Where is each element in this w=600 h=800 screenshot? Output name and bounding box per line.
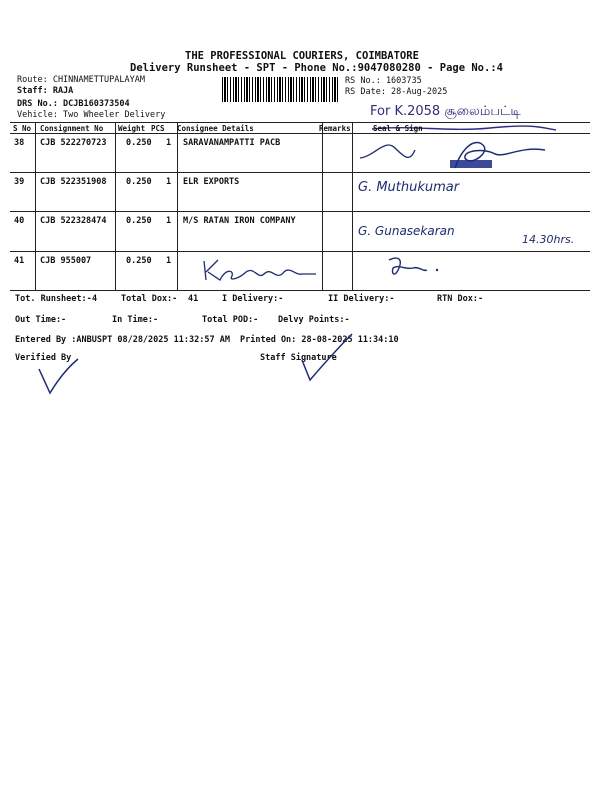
vehicle-label: Vehicle: Two Wheeler Delivery xyxy=(17,110,166,120)
row-consignment: CJB 522270723 xyxy=(40,138,107,148)
col-consignee: Consignee Details xyxy=(177,124,254,133)
column-divider xyxy=(115,122,116,290)
signature-row39: G. Muthukumar xyxy=(358,180,460,195)
rs-number: RS No.: 1603735 xyxy=(345,76,422,86)
printed-on: Printed On: 28-08-2025 11:34:10 xyxy=(240,335,399,345)
delivery-time-row40: 14.30hrs. xyxy=(522,233,575,246)
col-remarks: Remarks xyxy=(319,124,351,133)
out-time-label: Out Time:- xyxy=(15,315,67,325)
row-consignee: ELR EXPORTS xyxy=(183,177,240,187)
seal-signature-row41 xyxy=(385,254,455,288)
col-pcs: PCS xyxy=(151,124,165,133)
in-time-label: In Time:- xyxy=(112,315,159,325)
row-weight: 0.250 xyxy=(126,177,152,187)
table-bottom-border xyxy=(10,290,590,291)
col-consignment: Consignment No xyxy=(40,124,104,133)
consignee-signature-row41 xyxy=(198,256,328,290)
verified-by-label: Verified By xyxy=(15,353,72,363)
row-weight: 0.250 xyxy=(126,216,152,226)
row-consignment: CJB 955007 xyxy=(40,256,92,266)
column-divider xyxy=(35,122,36,290)
route-label: Route: CHINNAMETTUPALAYAM xyxy=(17,75,145,85)
company-title: THE PROFESSIONAL COURIERS, COIMBATORE xyxy=(185,50,419,62)
i-delivery-label: I Delivery:- xyxy=(222,294,284,304)
column-divider xyxy=(352,122,353,290)
total-dox-value: 41 xyxy=(188,294,199,304)
row-consignee: SARAVANAMPATTI PACB xyxy=(183,138,281,148)
column-divider xyxy=(177,122,178,290)
row-pcs: 1 xyxy=(166,256,172,266)
row-consignment: CJB 522351908 xyxy=(40,177,107,187)
row-consignment: CJB 522328474 xyxy=(40,216,107,226)
total-runsheet-value: 4 xyxy=(92,294,98,304)
row-pcs: 1 xyxy=(166,138,172,148)
table-top-border xyxy=(10,122,590,123)
col-weight: Weight xyxy=(118,124,146,133)
verified-by-mark xyxy=(36,355,81,404)
col-seal: Seal & Sign xyxy=(373,124,423,133)
col-sno: S No xyxy=(13,124,32,133)
drs-label: DRS No.: DCJB160373504 xyxy=(17,99,130,109)
staff-signature-label: Staff Signature xyxy=(260,353,337,363)
row-pcs: 1 xyxy=(166,177,172,187)
total-runsheet-label: Tot. Runsheet:- xyxy=(15,294,92,304)
signature-row40: G. Gunasekaran xyxy=(358,224,455,238)
staff-signature-mark xyxy=(300,330,360,389)
ii-delivery-label: II Delivery:- xyxy=(328,294,395,304)
row-sno: 41 xyxy=(14,256,25,266)
rtn-dox-label: RTN Dox:- xyxy=(437,294,484,304)
row-sno: 40 xyxy=(14,216,25,226)
total-dox-label: Total Dox:- xyxy=(121,294,178,304)
signature-row38 xyxy=(355,128,555,182)
delvy-points-label: Delvy Points:- xyxy=(278,315,350,325)
barcode xyxy=(222,77,340,102)
row-sno: 38 xyxy=(14,138,25,148)
row-weight: 0.250 xyxy=(126,256,152,266)
row-weight: 0.250 xyxy=(126,138,152,148)
row-divider xyxy=(10,251,590,252)
stamp-text: For K.2058 சூலைம்பட்டி xyxy=(370,104,521,119)
row-pcs: 1 xyxy=(166,216,172,226)
rs-date: RS Date: 28-Aug-2025 xyxy=(345,87,448,97)
row-consignee: M/S RATAN IRON COMPANY xyxy=(183,216,296,226)
runsheet-subtitle: Delivery Runsheet - SPT - Phone No.:9047080280 - Page No.:4 xyxy=(130,62,503,74)
entered-by: Entered By :ANBUSPT 08/28/2025 11:32:57 AM xyxy=(15,335,230,345)
staff-label: Staff: RAJA xyxy=(17,86,74,96)
row-divider xyxy=(10,211,590,212)
total-pod-label: Total POD:- xyxy=(202,315,259,325)
row-sno: 39 xyxy=(14,177,25,187)
